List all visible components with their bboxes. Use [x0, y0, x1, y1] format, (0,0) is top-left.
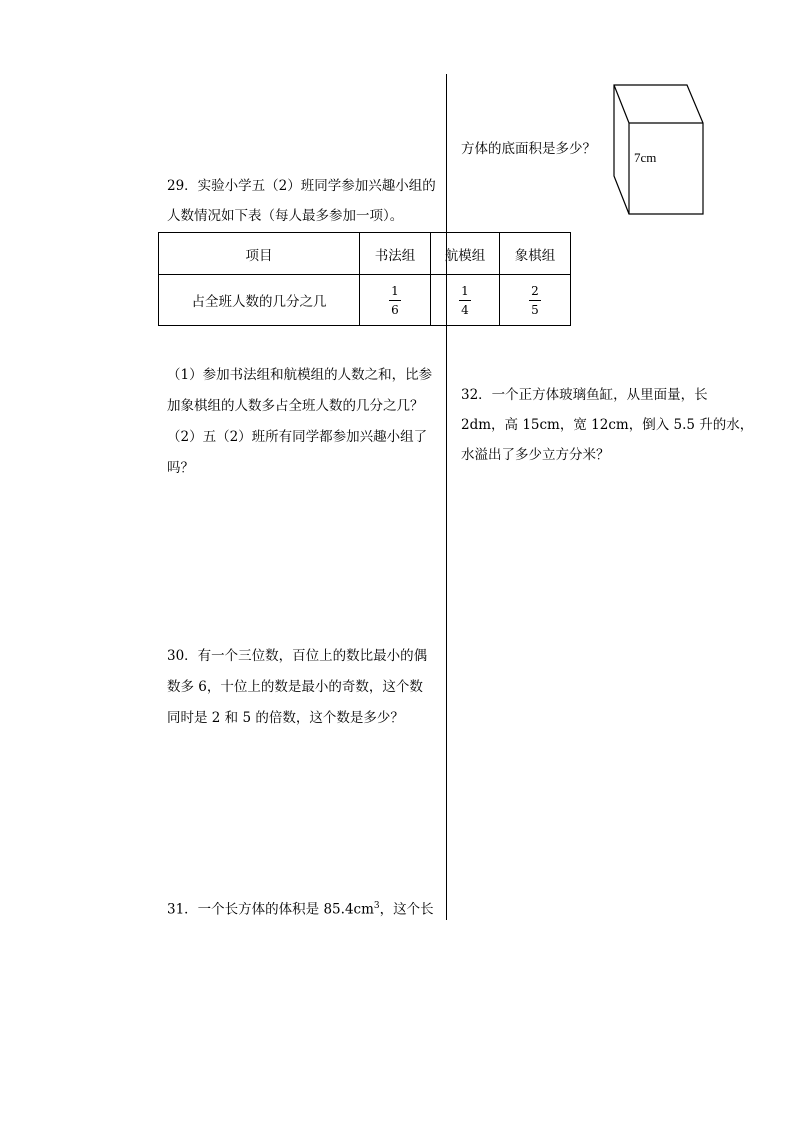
- q29-sub2-line-2: 吗？: [167, 460, 194, 476]
- fraction-denominator: 5: [531, 303, 539, 317]
- table-row: [159, 275, 571, 326]
- fraction-numerator: 1: [391, 284, 399, 298]
- table-cell-fraction: [431, 275, 500, 326]
- q29-line-1: 29．实验小学五（2）班同学参加兴趣小组的: [167, 178, 436, 194]
- q30-line-2: 数多 6，十位上的数是最小的奇数，这个数: [167, 679, 423, 695]
- fraction: [459, 284, 471, 317]
- q31-line-1-text: 31．一个长方体的体积是 85.4cm: [167, 901, 374, 918]
- q29-line-2: 人数情况如下表（每人最多参加一项）。: [167, 208, 404, 224]
- table-header-cell: 项目: [159, 233, 360, 275]
- q32-line-1: 32．一个正方体玻璃鱼缸，从里面量，长: [461, 387, 708, 403]
- fraction-denominator: 4: [461, 303, 469, 317]
- q31-line-2: 方体的底面积是多少？: [461, 141, 596, 157]
- fraction-bar: [459, 300, 471, 301]
- column-divider: [446, 74, 447, 920]
- table-cell-fraction: [500, 275, 571, 326]
- cuboid-height-label: 7cm: [634, 150, 657, 165]
- table-header-cell: 象棋组: [500, 233, 571, 275]
- table-header-cell: 航模组: [431, 233, 500, 275]
- superscript-3: 3: [373, 901, 380, 911]
- fraction-numerator: 1: [461, 284, 469, 298]
- fraction-bar: [529, 300, 541, 301]
- q30-line-3: 同时是 2 和 5 的倍数，这个数是多少？: [167, 710, 404, 726]
- q32-line-2: 2dm，高 15cm，宽 12cm，倒入 5.5 升的水，: [461, 417, 754, 433]
- table-header-cell: 书法组: [360, 233, 431, 275]
- table-header-row: [159, 233, 571, 275]
- fraction-bar: [389, 300, 401, 301]
- q30-line-1: 30．有一个三位数，百位上的数比最小的偶: [167, 648, 428, 664]
- q29-sub1-line-2: 加象棋组的人数多占全班人数的几分之几？: [167, 398, 424, 414]
- fraction-numerator: 2: [531, 284, 539, 298]
- table-row-label: 占全班人数的几分之几: [159, 275, 360, 326]
- cuboid-figure: [608, 80, 708, 216]
- fraction-denominator: 6: [391, 303, 399, 317]
- q29-sub2-line-1: （2）五（2）班所有同学都参加兴趣小组了: [167, 429, 428, 445]
- q29-sub1-line-1: （1）参加书法组和航模组的人数之和，比参: [167, 367, 433, 383]
- q31-line-1-suffix: ，这个长: [379, 901, 434, 918]
- table-cell-fraction: [360, 275, 431, 326]
- q32-line-3: 水溢出了多少立方分米？: [461, 447, 610, 463]
- q31-line-1: [167, 897, 434, 919]
- fraction: [389, 284, 401, 317]
- q29-table: [158, 232, 571, 326]
- fraction: [529, 284, 541, 317]
